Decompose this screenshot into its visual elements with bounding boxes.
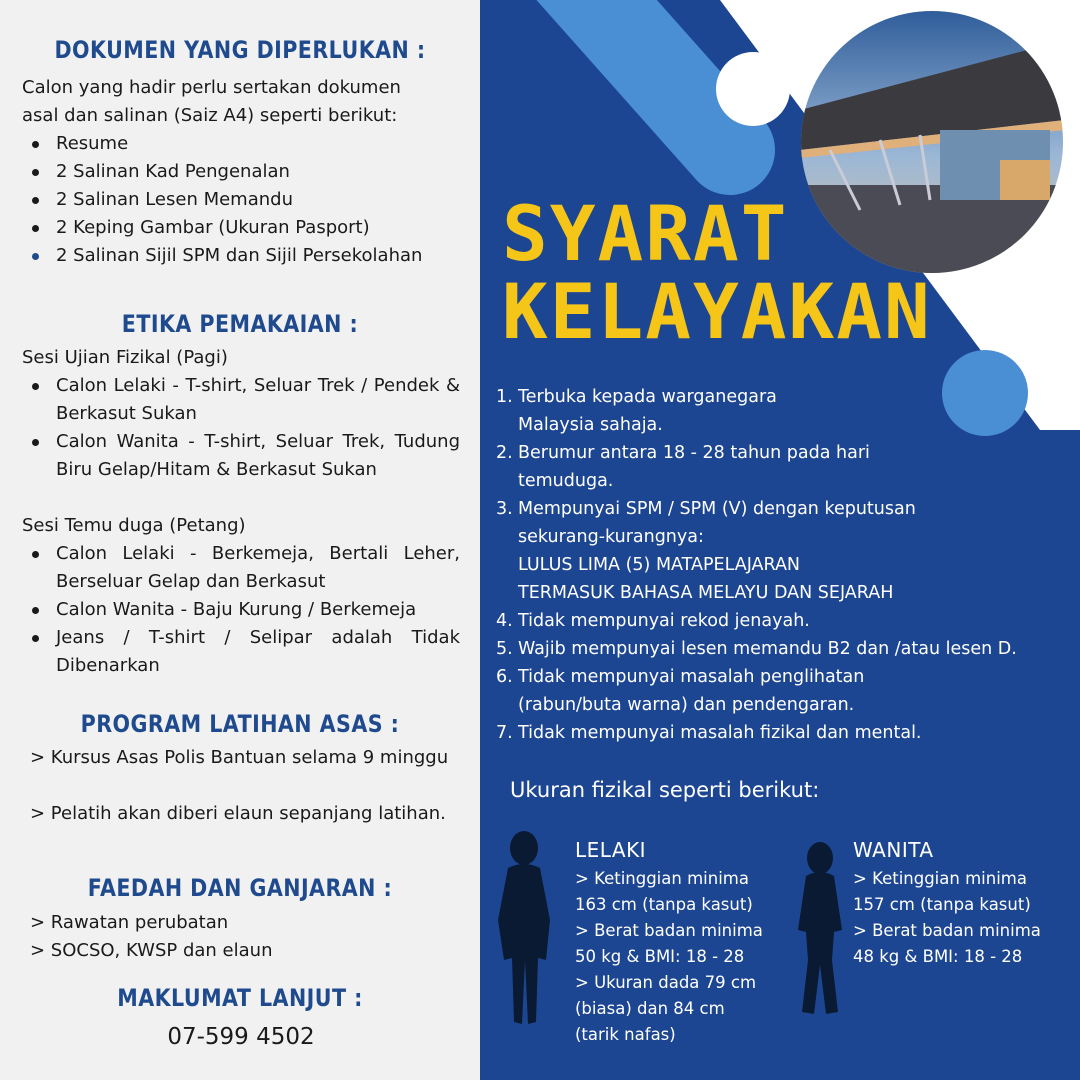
list-item: Jeans / T-shirt / Selipar adalah Tidak Dibenarkan xyxy=(22,624,460,680)
white-circle xyxy=(716,52,790,126)
list-item: 2 Salinan Sijil SPM dan Sijil Persekolahan xyxy=(22,242,472,270)
training-line-2: > Pelatih akan diberi elaun sepanjang latihan. xyxy=(30,803,446,824)
list-item: Calon Wanita - Baju Kurung / Berkemeja xyxy=(22,596,460,624)
list-item: 2 Keping Gambar (Ukuran Pasport) xyxy=(22,214,472,242)
contact-heading: MAKLUMAT LANJUT : xyxy=(117,984,363,1012)
documents-intro: Calon yang hadir perlu sertakan dokumen asal dan salinan (Saiz A4) seperti berikut: xyxy=(22,77,401,126)
requirement-item: 4. Tidak mempunyai rekod jenayah. xyxy=(496,611,810,631)
right-panel xyxy=(480,0,1080,1080)
benefits-heading: FAEDAH DAN GANJARAN : xyxy=(87,874,393,902)
list-item: Calon Lelaki - T-shirt, Seluar Trek / Pendek & Berkasut Sukan xyxy=(22,372,460,428)
attire-session-2-list xyxy=(22,540,460,680)
female-silhouette-icon xyxy=(798,842,842,1014)
female-title: WANITA xyxy=(853,838,934,862)
documents-heading: DOKUMEN YANG DIPERLUKAN : xyxy=(54,36,426,64)
requirement-item: 3. Mempunyai SPM / SPM (V) dengan keputusan sekurang-kurangnya: LULUS LIMA (5) MATAPELAJARAN TERMASUK BAHASA MELAYU DAN SEJARAH xyxy=(496,499,916,603)
benefits-line-2: > SOCSO, KWSP dan elaun xyxy=(30,940,273,961)
requirement-item: 7. Tidak mempunyai masalah fizikal dan mental. xyxy=(496,723,922,743)
requirement-item: 1. Terbuka kepada warganegara Malaysia sahaja. xyxy=(496,387,777,435)
attire-heading: ETIKA PEMAKAIAN : xyxy=(121,310,359,338)
male-title: LELAKI xyxy=(575,838,647,862)
male-silhouette-icon xyxy=(498,831,550,1024)
male-measurements: > Ketinggian minima 163 cm (tanpa kasut) > Berat badan minima 50 kg & BMI: 18 - 28 > Ukuran dada 79 cm (biasa) dan 84 cm (tarik nafas) xyxy=(575,869,763,1044)
female-measurements: > Ketinggian minima 157 cm (tanpa kasut) > Berat badan minima 48 kg & BMI: 18 - 28 xyxy=(853,869,1041,966)
contact-phone: 07-599 4502 xyxy=(167,1024,315,1050)
list-item: Calon Lelaki - Berkemeja, Bertali Leher, Berseluar Gelap dan Berkasut xyxy=(22,540,460,596)
list-item: 2 Salinan Lesen Memandu xyxy=(22,186,472,214)
requirements-list xyxy=(494,383,1080,747)
attire-session-1-list xyxy=(22,372,460,484)
training-heading: PROGRAM LATIHAN ASAS : xyxy=(80,710,400,738)
requirement-item: 6. Tidak mempunyai masalah penglihatan (rabun/buta warna) dan pendengaran. xyxy=(496,667,865,715)
requirement-item: 2. Berumur antara 18 - 28 tahun pada hari temuduga. xyxy=(496,443,870,491)
physical-measurements-title: Ukuran fizikal seperti berikut: xyxy=(510,778,820,802)
attire-session-1: Sesi Ujian Fizikal (Pagi) xyxy=(22,347,228,368)
requirement-item: 5. Wajib mempunyai lesen memandu B2 dan /atau lesen D. xyxy=(496,639,1017,659)
list-item: Calon Wanita - T-shirt, Seluar Trek, Tudung Biru Gelap/Hitam & Berkasut Sukan xyxy=(22,428,460,484)
list-item: 2 Salinan Kad Pengenalan xyxy=(22,158,472,186)
training-line-1: > Kursus Asas Polis Bantuan selama 9 minggu xyxy=(30,747,449,768)
left-panel xyxy=(0,0,480,1080)
light-blue-stroke xyxy=(570,0,730,150)
attire-session-2: Sesi Temu duga (Petang) xyxy=(22,515,246,536)
list-item: Resume xyxy=(22,130,472,158)
main-title: SYARAT KELAYAKAN xyxy=(502,189,932,356)
documents-list xyxy=(22,130,472,270)
benefits-line-1: > Rawatan perubatan xyxy=(30,912,229,933)
